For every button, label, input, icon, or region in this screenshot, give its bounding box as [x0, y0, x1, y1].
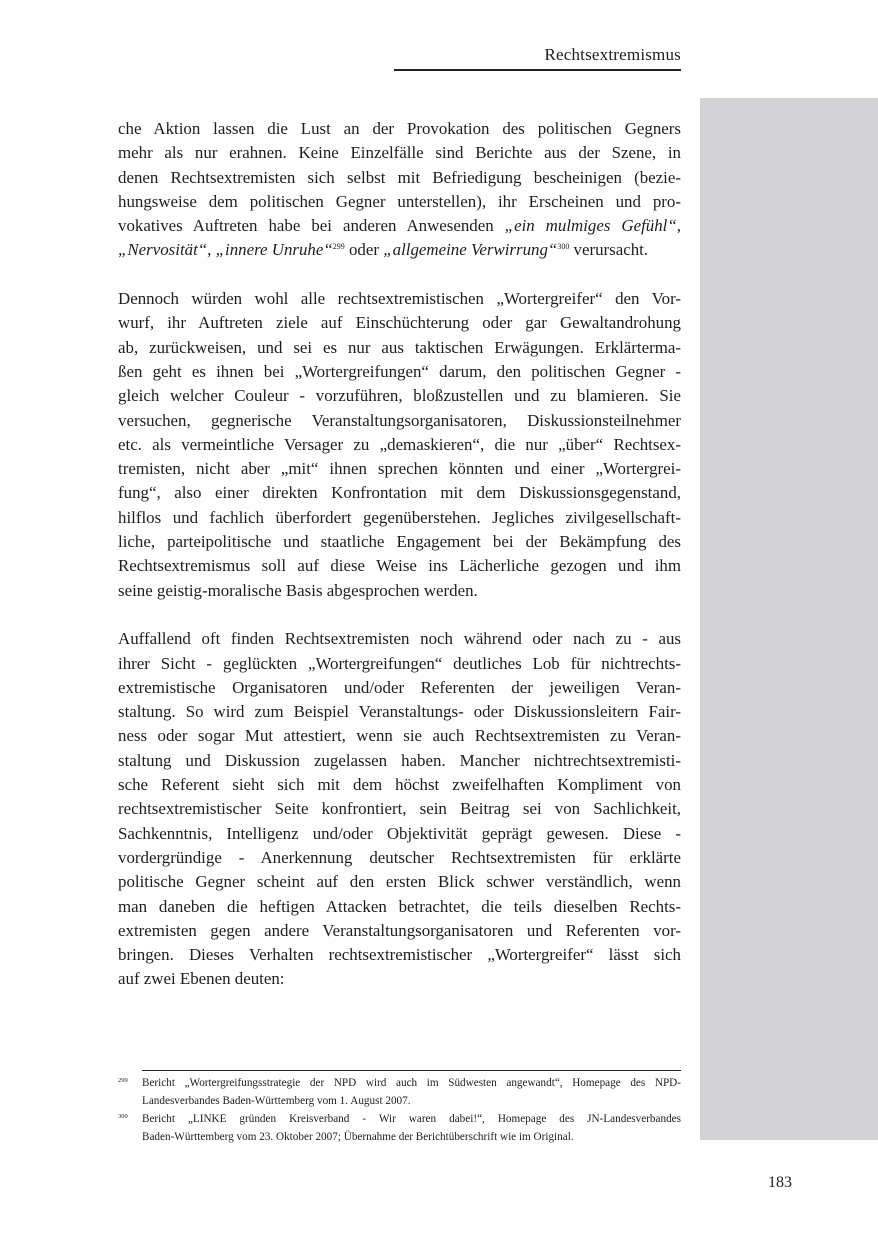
body-text: [118, 117, 681, 1016]
text-line: Dennoch würden wohl alle rechtsextremistischen „Wortergreifer“ den Vor-: [118, 289, 681, 309]
text-line: versuchen, gegnerische Veranstaltungsorganisatoren, Diskussionsteilnehmer: [118, 410, 681, 430]
text-line: fung“, also einer direkten Konfrontation mit dem Diskussionsgegenstand,: [118, 483, 681, 503]
margin-bar: [700, 98, 878, 1140]
text-line: seine geistig-moralische Basis abgesprochen werden.: [118, 580, 478, 600]
text-line: Auffallend oft finden Rechtsextremisten noch während oder nach zu - aus: [118, 629, 681, 649]
text-line: tremisten, nicht aber „mit“ ihnen sprechen könnten und einer „Wortergrei-: [118, 459, 681, 479]
text-line: staltung. So wird zum Beispiel Veranstaltungs- oder Diskussionsleitern Fair-: [118, 702, 681, 722]
footnote-line: Bericht „Wortergreifungsstrategie der NPD wird auch im Südwesten angewandt“, Homepage des NPD-: [142, 1077, 681, 1089]
text-line: hungsweise dem politischen Gegner unterstellen), ihr Erscheinen und pro-: [118, 191, 681, 211]
text-line: ßen geht es ihnen bei „Wortergreifungen“ darum, den politischen Gegner -: [118, 361, 681, 381]
text-line: staltung und Diskussion zugelassen haben. Mancher nichtrechtsextremisti-: [118, 750, 681, 770]
text-line: denen Rechtsextremisten sich selbst mit Befriedigung bescheinigen (bezie-: [118, 167, 681, 187]
text-line: mehr als nur erahnen. Keine Einzelfälle sind Berichte aus der Szene, in: [118, 143, 681, 163]
page-number: 183: [768, 1174, 792, 1191]
text-line: hilflos und fachlich überfordert gegenüberstehen. Jegliches zivilgesellschaft-: [118, 507, 681, 527]
paragraph: [118, 117, 681, 263]
running-header-title: Rechtsextremismus: [544, 45, 681, 64]
text-line: wurf, ihr Auftreten ziele auf Einschüchterung oder gar Gewaltandrohung: [118, 313, 681, 333]
text-line: bringen. Dieses Verhalten rechtsextremistischer „Wortergreifer“ lässt sich: [118, 945, 681, 965]
footnotes: [118, 1075, 681, 1147]
quoted-phrase: „Nervosität“: [118, 240, 208, 260]
text-line: sche Referent sieht sich mit dem höchst zweifelhaften Kompliment von: [118, 775, 681, 795]
footnote-line: Landesverbandes Baden-Württemberg vom 1. August 2007.: [142, 1094, 411, 1107]
text-line: etc. als vermeintliche Versager zu „demaskieren“, die nur „über“ Rechtsex-: [118, 434, 681, 454]
text-line: Rechtsextremismus soll auf diese Weise ins Lächerliche gezogen und ihm: [118, 556, 681, 576]
header-rule: [394, 69, 681, 71]
footnote-300: [118, 1111, 681, 1146]
text-line: extremisten gegen andere Veranstaltungsorganisatoren und Referenten vor-: [118, 920, 681, 940]
text-line: rechtsextremistischer Seite konfrontiert, sein Beitrag sei von Sachlichkeit,: [118, 799, 681, 819]
text-line: auf zwei Ebenen deuten:: [118, 969, 285, 989]
footnote-299: [118, 1075, 681, 1110]
text-line: vokatives Auftreten habe bei anderen Anwesenden „ein mulmiges Gefühl“,: [118, 216, 681, 236]
footnote-rule: [142, 1070, 681, 1071]
text-line: che Aktion lassen die Lust an der Provokation des politischen Gegners: [118, 119, 681, 138]
footnote-line: Baden-Württemberg vom 23. Oktober 2007; Übernahme der Berichtüberschrift wie im Original.: [142, 1130, 574, 1143]
text-line: ihrer Sicht - geglückten „Wortergreifungen“ deutliches Lob für nichtrechts-: [118, 653, 681, 673]
text-line: extremistische Organisatoren und/oder Referenten der jeweiligen Veran-: [118, 677, 681, 697]
paragraph: [118, 627, 681, 991]
text-line: „Nervosität“, „innere Unruhe“$^{299}$ oder „allgemeine Verwirrung“$^{300}$ verursacht.: [118, 240, 649, 260]
text-line: ness oder sogar Mut attestiert, wenn sie auch Rechtsextremisten zu Veran-: [118, 726, 681, 746]
footnote-line: Bericht „LINKE gründen Kreisverband - Wir waren dabei!“, Homepage des JN-Landesverbandes: [142, 1113, 681, 1125]
quoted-phrase: „innere Unruhe“: [215, 240, 333, 260]
footnote-reference-300: 300: [557, 242, 570, 252]
text-line: politische Gegner scheint auf den ersten Blick schwer verständlich, wenn: [118, 872, 681, 892]
text-line: vordergründige - Anerkennung deutscher Rechtsextremisten für erklärte: [118, 847, 681, 867]
text-line: Sachkenntnis, Intelligenz und/oder Objektivität geprägt gewesen. Diese -: [118, 823, 681, 843]
quoted-phrase: „allgemeine Verwirrung“: [383, 240, 558, 260]
text-line: man daneben die heftigen Attacken betrachtet, die teils dieselben Rechts-: [118, 896, 681, 916]
paragraph: [118, 287, 681, 603]
text-line: liche, parteipolitische und staatliche Engagement bei der Bekämpfung des: [118, 532, 681, 552]
quoted-phrase: „ein mulmiges Gefühl“: [504, 216, 677, 236]
text-line: gleich welcher Couleur - vorzuführen, bloßzustellen und zu blamieren. Sie: [118, 386, 681, 406]
footnote-number: 299: [118, 1077, 128, 1084]
text-line: ab, zurückweisen, und sei es nur aus taktischen Erwägungen. Erklärterma-: [118, 337, 681, 357]
footnote-number: 300: [118, 1113, 128, 1120]
footnote-reference-299: 299: [332, 242, 345, 252]
